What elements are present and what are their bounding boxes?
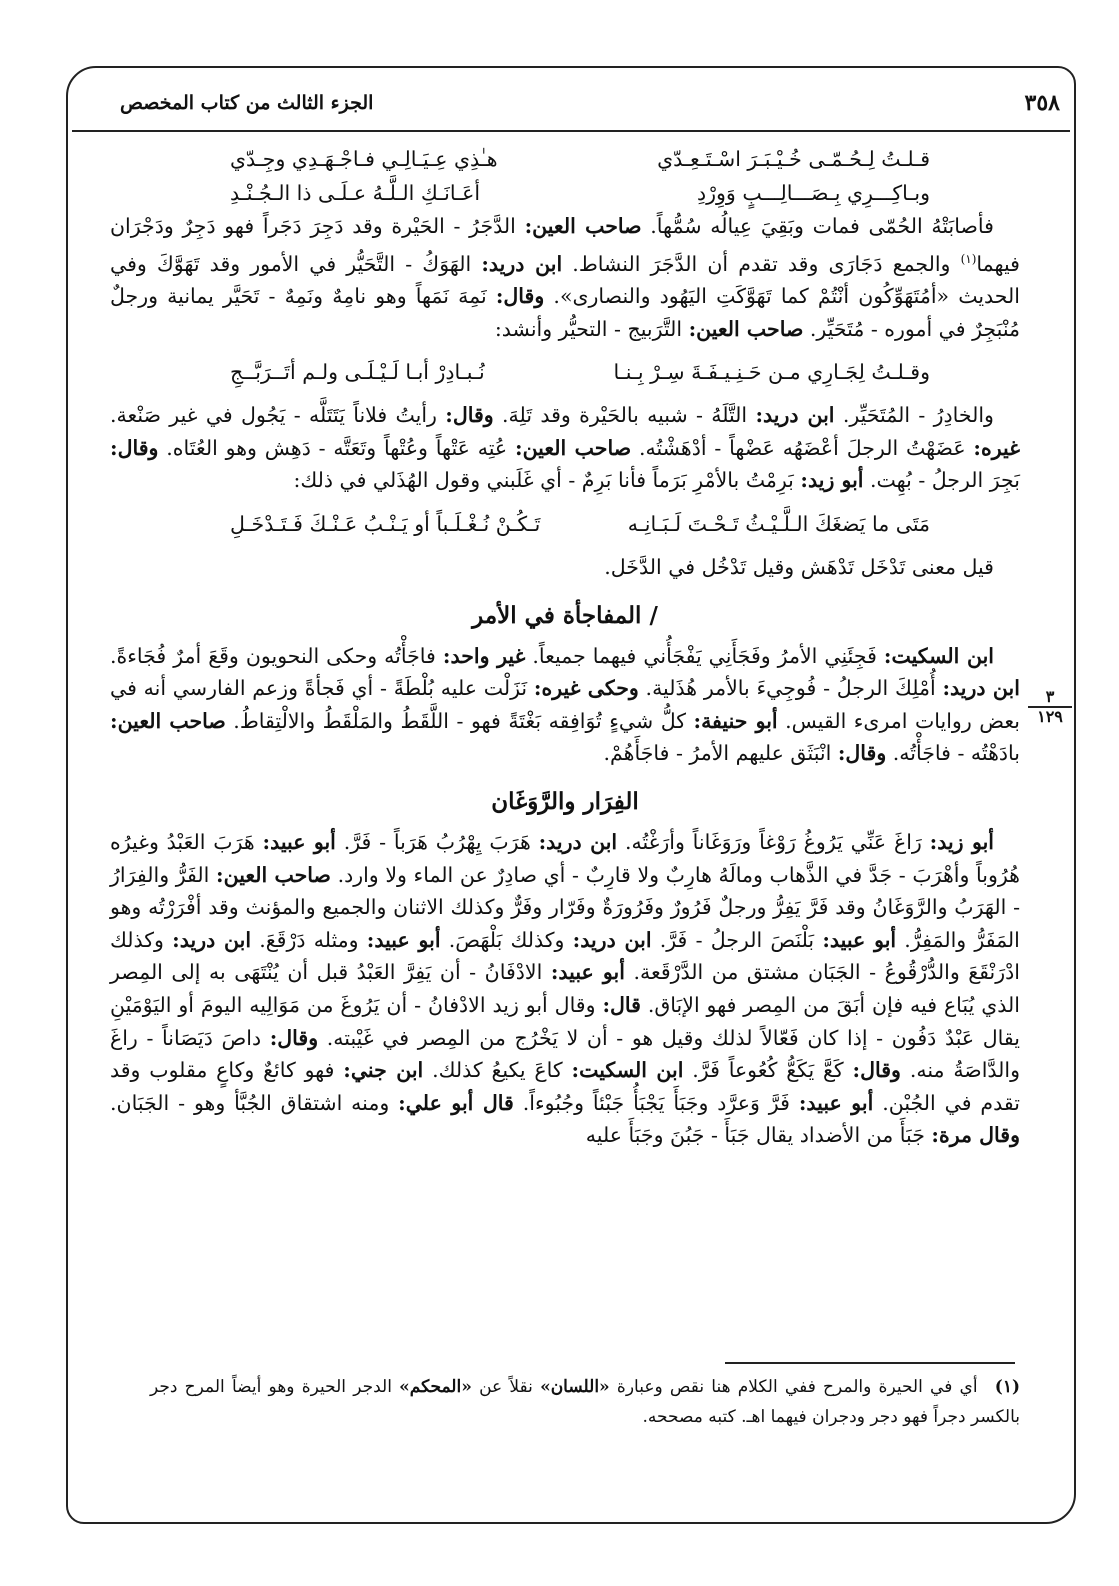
text: والجمع دَجَارَى وقد تقدم أن الدَّجَرَ النشاط. [572, 251, 951, 276]
text: فاجَأْتُه وحكى النحويون وقَعَ أمرٌ فُجَاءةً. [110, 643, 436, 668]
cited-work: «المحكم» [399, 1377, 472, 1397]
source-label: وقال: [852, 1058, 901, 1083]
source-label: صاحب العين: [524, 214, 642, 238]
text: الفَرُّ والفِرَارُ - الهَرَبُ والرَّوَغَانُ وقد فَرَّ يَفِرُّ ورجلٌ فَرُورٌ وفَرُورَةٌ وفَرّار وفَرٌّ وكذلك الاثنان والجميع والمؤنث وقد أفْرَرْتُه وهو المَفَرُّ والمَفِرُّ. [110, 862, 1020, 952]
section-heading: / المفاجأة في الأمر [472, 601, 658, 629]
text: عَضَهْتُ الرجلَ أعْضَهُه عَضْهاً - أدْهَشْتُه. [638, 435, 966, 460]
source-label: ابن دريد: [572, 927, 652, 952]
source-label: صاحب العين: [216, 862, 331, 887]
source-label: ابن دريد: [538, 829, 618, 854]
source-label: وقال: [495, 284, 545, 309]
text: رأيتُ فلاناً يَتَتَلَّه - يَجُول في غير صَنْعة. [110, 403, 437, 428]
paragraph: قيل معنى تَدْخَل تَدْهَش وقيل تَدْخُل في الدَّخَل. [604, 554, 994, 579]
source-label: ابن جني: [343, 1058, 424, 1083]
verse-hemistich: قـلـتُ لِـحُـمّـى خُـيْـبَـرَ اسْـتَـعِـدّي [657, 147, 930, 171]
text: انْبَثَق عليهم الأمرُ - فاجَأَهُمْ. [603, 741, 832, 766]
text: نقلاً عن [479, 1377, 533, 1397]
text: كَعَّ يَكَعُّ كُعُوعاً فَرَّ. [692, 1058, 844, 1083]
margin-page-marker [1028, 688, 1072, 726]
verse-line [230, 142, 930, 176]
source-label: غير واحد: [442, 643, 526, 668]
section-heading: الفِرَار والرَّوَغَان [491, 787, 639, 815]
source-label: ابن دريد: [755, 403, 835, 428]
verse-hemistich: تَـكُـنْ نُـغْـلَـباً أو يَـنْـبُ عَـنْـكَ فَـتَـدْخَـلِ [230, 511, 541, 536]
source-label: وقال: [837, 741, 887, 766]
text: بَرِمْتُ بالأمْرِ بَرَماً فأنا بَرِمٌ - أي غَلَبني وقول الهُذَلي في ذلك: [293, 468, 794, 493]
text: والخادِرُ - المُتَحَيِّر. [842, 403, 994, 428]
source-label: ابن دريد: [481, 251, 563, 276]
text: أي في الحيرة والمرح ففي الكلام هنا نقص وعبارة [616, 1377, 978, 1397]
source-label: صاحب العين: [110, 708, 226, 733]
paragraph [110, 640, 1020, 770]
verse-line [230, 176, 930, 210]
text: نَزَلْت عليه بُلْطَةً - أي فَجأةً وزعم الفارسي أنه في بعض روايات امرىء القيس. [110, 676, 1020, 733]
footnote [150, 1372, 1020, 1432]
text: وكذلك بَلْهَصَ. [448, 927, 565, 952]
source-label: أبو عبيد: [262, 829, 336, 854]
text: كلُّ شيءٍ تُوَافِقه بَغْتَةً فهو - اللَّقَطُ والمَلْقَطُ والالْتِقاطُ. [233, 708, 686, 733]
source-label: قال أبو علي: [398, 1090, 514, 1115]
source-label: غيره: [973, 435, 1020, 460]
source-label: أبو زيد: [800, 468, 864, 493]
page-number: ٣٥٨ [1024, 90, 1060, 116]
text: التَّرَبيج - التحيُّر وأنشد: [494, 316, 683, 341]
text: وقال أبو زيد الادْفانُ - أن يَرُوغَ من مَوَالِيه اليومَ أو اليَوْمَيْنِ يقال عَبْدٌ دَفُون - إذا كان فَعّالاً لذلك وقيل هو - أن لا يَخْرُج من المِصر في غَيْبته. [110, 992, 1020, 1050]
margin-marker-top: ٣ [1028, 688, 1072, 708]
text: داصَ دَيَصَاناً - راغَ والدَّاصَةُ منه. [110, 1025, 1021, 1083]
text: بَجِرَ الرجلُ - بُهِت. [870, 468, 1020, 493]
text: ومنه اشتقاق الجُبَّأ وهو - الجَبَان. [110, 1090, 390, 1115]
text: جَبَأَ من الأضداد يقال جَبَأَ - جَبُنَ وجَبَأَ عليه [585, 1123, 925, 1148]
paragraph [110, 210, 1020, 345]
verse-line [230, 355, 930, 389]
source-label: وقال مرة: [931, 1123, 1020, 1148]
text: هَرَبَ العَبْدُ وغيرُه هُرُوباً وأهْرَبَ - جَدَّ في الذَّهاب ومالَهُ هارِبٌ ولا قارِبٌ - أي صادِرٌ عن الماء ولا وارد. [110, 829, 1020, 887]
source-label: أبو زيد: [929, 829, 994, 854]
text: رَاغَ عَنِّي يَرُوغُ رَوْغاً ورَوَغَاناً وأرَغْتُه. [624, 829, 922, 854]
verse-hemistich: وبـاكِـــرِي بِـصَـــالِـــبٍ وَوِرْدِ [697, 181, 930, 205]
source-label: صاحب العين: [688, 316, 804, 341]
verse-hemistich: أعَـانَـكِ الـلَّـهُ عـلَـى ذا الـجُـنْـدِ [230, 181, 481, 205]
text: عُتِه عَتْهاً وعُتْهاً وتَعَتَّه - دَهِش وهو العُتَاه. [166, 435, 508, 460]
verse-hemistich: مَتَى ما يَضغَكَ الـلَّـيْـثُ تَـحْـتَ لَـبَـانِـه [627, 511, 930, 536]
text: التَّلَهُ - شبيه بالحَيْرة وقد تَلِهَ. [502, 403, 748, 428]
source-label: قال: [602, 992, 641, 1017]
text: فَرَّ وَعرَّد وجَبَأَ يَجْبَأُ جَبْئاً وجُبُوءاً. [522, 1090, 790, 1115]
source-label: أبو حنيفة: [693, 708, 778, 733]
text: الدَّجَرُ - الحَيْرة وقد دَجِرَ دَجَراً فهو دَجِرٌ ودَجْرَان فيهما [110, 214, 1020, 276]
text: الادْفَانُ - أن يَفِرَّ العَبْدُ قبل أن يُنْتَهَى به إلى المِصر الذي يُبَاع فيه فإن أبَقَ من المِصر فهو الإبَاق. [110, 960, 1020, 1017]
source-label: وحكى غيره: [533, 676, 639, 701]
source-label: ابن دريد: [172, 927, 252, 952]
source-label: ابن دريد: [942, 676, 1020, 701]
verse-hemistich: نُـبـادِرْ أبـا لَـيْـلَـى ولـم أتَــرَبَّــجِ [230, 360, 485, 385]
text: كاعَ يكيعُ كذلك. [432, 1058, 563, 1083]
paragraph [110, 399, 1020, 497]
source-label: صاحب العين: [515, 435, 632, 460]
text: الهَوَكُ - التَّحَيُّر في الأمور وقد تَهَوَّكَ وفي الحديث «أمُتَهَوِّكُون أنْتُمْ كما تَهَوَّكَتِ اليَهُود والنصارى». [110, 251, 1020, 309]
text: هَرَبَ يِهْرُبُ هَرَباً - فَرَّ. [343, 829, 531, 854]
text: بَلْنَصَ الرجلُ - فَرَّ. [659, 927, 815, 952]
margin-marker-bottom: ١٢٩ [1037, 707, 1063, 726]
text: ومثله دَرْقَعَ. [259, 927, 359, 952]
source-label: أبو عبيد: [822, 927, 897, 952]
text: فهو كائعٌ وكاعٍ مقلوب وقد تقدم في الجُبْن. [110, 1058, 1020, 1115]
running-title: الجزء الثالث من كتاب المخصص [120, 92, 374, 114]
source-label: أبو عبيد: [798, 1090, 874, 1115]
text: وكذلك ادْرَنْقَعَ والدُّرْقُوعُ - الجَبَان مشتق من الدَّرْقَعة. [110, 927, 1020, 985]
text: فأصابَتْهُ الحُمّى فمات وبَقِيَ عِيالُه سُمُّهاً. [650, 214, 994, 238]
footnote-number: (١) [994, 1377, 1021, 1397]
source-label: أبو عبيد: [550, 960, 625, 985]
text: أُمْلِكَ الرجلُ - فُوجِيءَ بالأمر هُذَلية. [645, 676, 936, 701]
verse-hemistich: هـٰذِي عِـيَـالِـي فـاجْـهَـدِي وجِـدّي [230, 147, 498, 171]
text: الدجر الحيرة وهو أيضاً المرح دجر بالكسر دجراً فهو دجر ودجران فيهما اهـ. كتبه مصححه. [150, 1377, 1020, 1427]
source-label: ابن السكيت: [571, 1058, 684, 1083]
source-label: أبو عبيد: [366, 927, 441, 952]
source-label: ابن السكيت: [883, 643, 994, 668]
main-text [110, 142, 1020, 1152]
paragraph [110, 826, 1020, 1152]
source-label: وقال: [269, 1025, 319, 1050]
text: فَجِئَنِي الأمرُ وفَجَأَنِي يَفْجَأُني فيهما جميعاً. [532, 643, 877, 668]
text: بادَهْتُه - فاجَأْتُه. [892, 741, 1020, 766]
verse-line [230, 507, 930, 541]
source-label: وقال: [445, 403, 494, 428]
verse-hemistich: وقـلـتُ لِجَـارِي مـن حَـنِـيـفَـةَ سِـرْ بِـنـا [613, 360, 930, 385]
text: نَمِهَ نَمَهاً وهو نامِهٌ ونَمِهٌ - تَحَيَّر يمانية ورجلٌ مُنْبَجِرٌ في أموره - مُتَحَيِّر. [110, 284, 1020, 341]
footnote-ref[interactable]: (١) [960, 251, 977, 266]
source-label: وقال: [110, 435, 159, 460]
header-rule [72, 130, 1070, 132]
cited-work: «اللسان» [540, 1377, 610, 1397]
footnote-rule [725, 1362, 1015, 1364]
